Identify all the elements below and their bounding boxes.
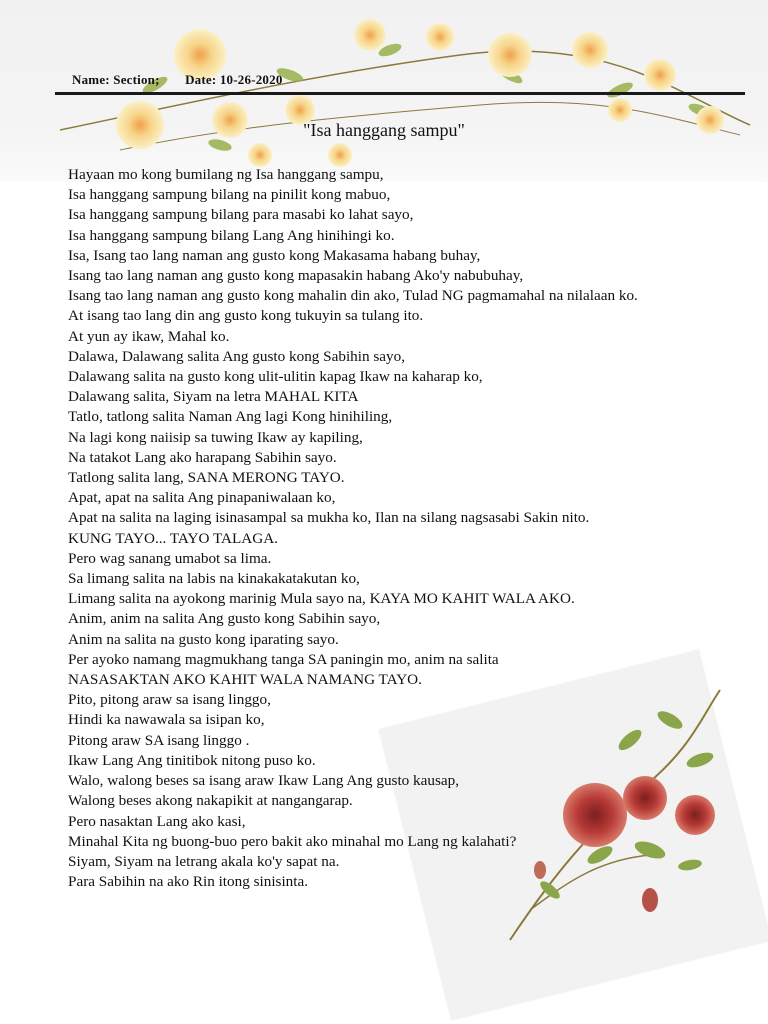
poem-title: "Isa hanggang sampu" xyxy=(303,120,465,140)
poem-line: Isa hanggang sampung bilang na pinilit kong mabuo, xyxy=(68,186,391,204)
poem-line: Isang tao lang naman ang gusto kong mapasakin habang Ako'y nabubuhay, xyxy=(68,267,524,285)
date-label: Date: 10-26-2020 xyxy=(185,72,283,87)
poem-line: At isang tao lang din ang gusto kong tukuyin sa tulang ito. xyxy=(68,307,424,325)
poem-line: Anim, anim na salita Ang gusto kong Sabihin sayo, xyxy=(68,610,381,628)
poem-line: Walong beses akong nakapikit at nangangarap. xyxy=(68,792,353,810)
poem-line: Anim na salita na gusto kong iparating sayo. xyxy=(68,630,339,648)
poem-line: Walo, walong beses sa isang araw Ikaw Lang Ang gusto kausap, xyxy=(68,772,460,790)
poem-line: Tatlo, tatlong salita Naman Ang lagi Kong hinihiling, xyxy=(68,408,393,426)
poem-line: Pero nasaktan Lang ako kasi, xyxy=(68,812,246,830)
poem-line: Dalawang salita, Siyam na letra MAHAL KITA xyxy=(68,388,359,406)
poem-line: Sa limang salita na labis na kinakakatakutan ko, xyxy=(68,570,360,588)
poem-line: Na lagi kong naiisip sa tuwing Ikaw ay kapiling, xyxy=(68,428,363,446)
floral-border-top-image xyxy=(60,15,760,180)
poem-line: KUNG TAYO... TAYO TALAGA. xyxy=(68,529,278,547)
poem-line: Hindi ka nawawala sa isipan ko, xyxy=(68,711,265,729)
poem-line: Isa hanggang sampung bilang Lang Ang hinihingi ko. xyxy=(68,226,395,244)
poem-line: Per ayoko namang magmukhang tanga SA paningin mo, anim na salita xyxy=(68,650,499,668)
poem-line: Apat, apat na salita Ang pinapaniwalaan ko, xyxy=(68,489,336,507)
name-section-label: Name: Section; xyxy=(72,72,160,87)
poem-line: Isa hanggang sampung bilang para masabi ko lahat sayo, xyxy=(68,206,414,224)
poem-line: Hayaan mo kong bumilang ng Isa hanggang sampu, xyxy=(68,166,384,183)
poem-line: Ikaw Lang Ang tinitibok nitong puso ko. xyxy=(68,751,316,769)
poem-line: Siyam, Siyam na letrang akala ko'y sapat na. xyxy=(68,852,340,870)
poem-line: Isa, Isang tao lang naman ang gusto kong Makasama habang buhay, xyxy=(68,246,481,264)
poem-line: Para Sabihin na ako Rin itong sinisinta. xyxy=(68,873,309,891)
poem-line: Na tatakot Lang ako harapang Sabihin sayo. xyxy=(68,448,337,466)
poem-line: At yun ay ikaw, Mahal ko. xyxy=(68,327,230,345)
poem-line: Dalawa, Dalawang salita Ang gusto kong Sabihin sayo, xyxy=(68,347,406,365)
poem-line: Pero wag sanang umabot sa lima. xyxy=(68,549,272,567)
poem-line: NASASAKTAN AKO KAHIT WALA NAMANG TAYO. xyxy=(68,671,422,689)
poem-line: Pitong araw SA isang linggo . xyxy=(68,731,250,749)
poem-line: Tatlong salita lang, SANA MERONG TAYO. xyxy=(68,469,345,487)
poem-line: Apat na salita na laging isinasampal sa mukha ko, Ilan na silang nagsasabi Sakin nito. xyxy=(68,509,590,527)
poem-line: Dalawang salita na gusto kong ulit-ulitin kapag Ikaw na kaharap ko, xyxy=(68,368,483,386)
poem-line: Isang tao lang naman ang gusto kong mahalin din ako, Tulad NG pagmamahal na nilalaan ko. xyxy=(68,287,638,305)
poem-body xyxy=(68,165,693,892)
header-info xyxy=(72,72,283,88)
poem-line: Limang salita na ayokong marinig Mula sayo na, KAYA MO KAHIT WALA AKO. xyxy=(68,590,575,608)
poem-line: Minahal Kita ng buong-buo pero bakit ako minahal mo Lang ng kalahati? xyxy=(68,832,517,850)
poem-line: Pito, pitong araw sa isang linggo, xyxy=(68,691,271,709)
header-rule xyxy=(55,92,745,95)
